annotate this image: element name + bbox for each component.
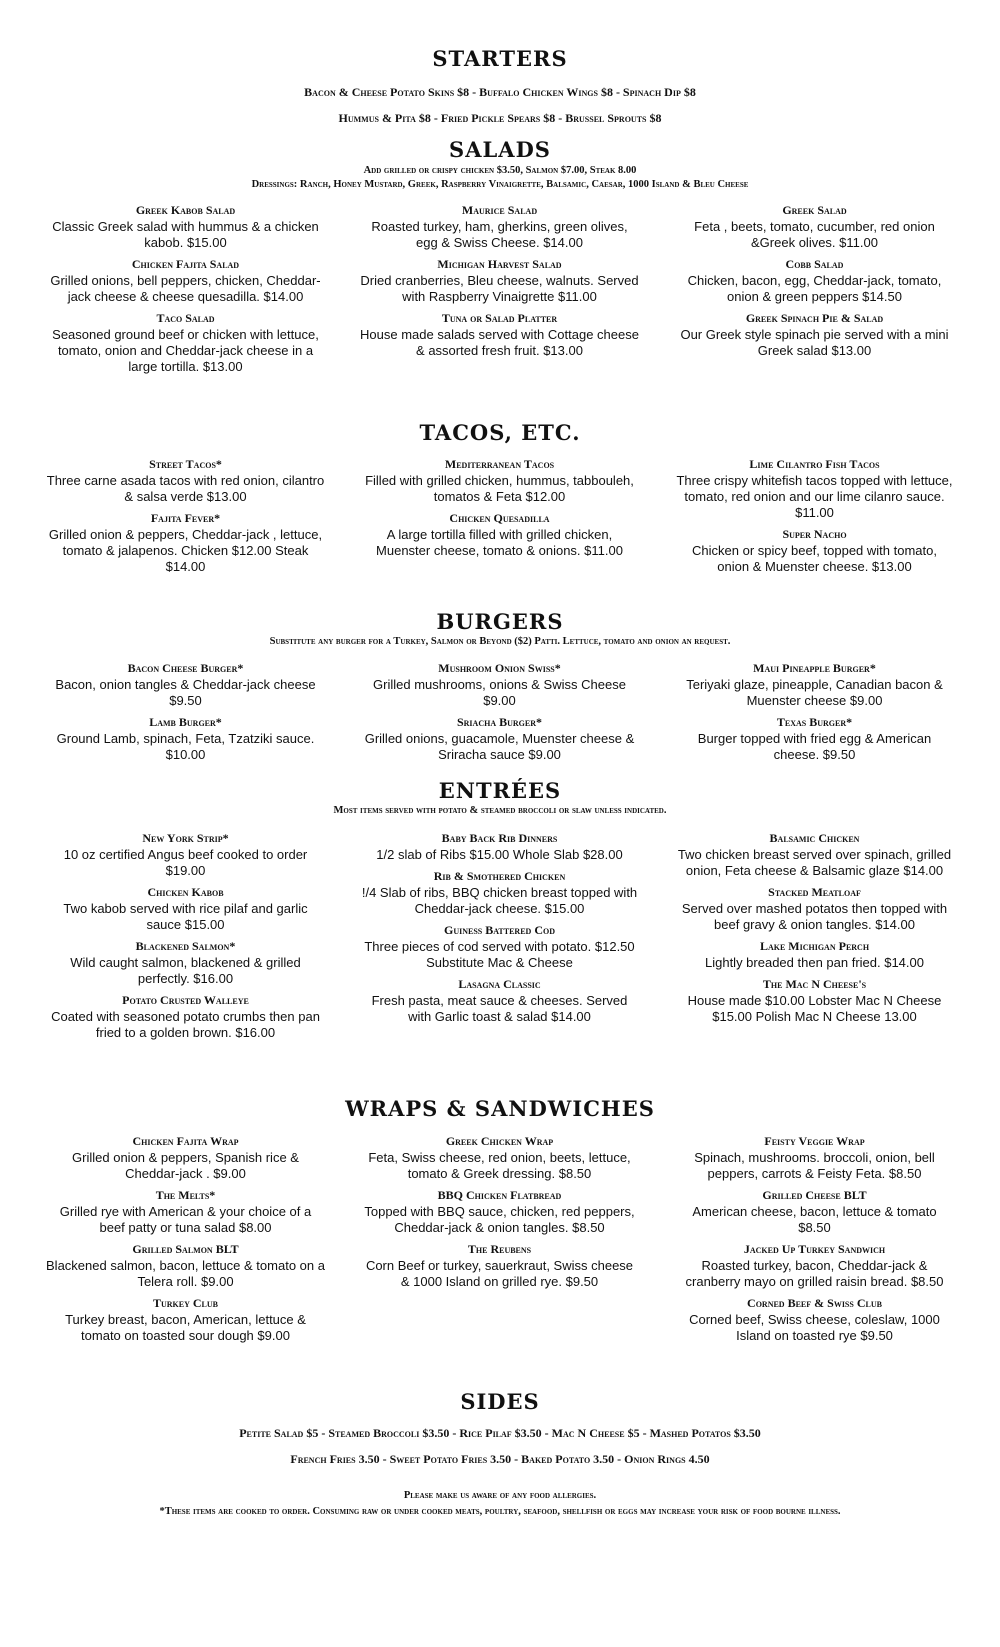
menu-item (38, 203, 333, 251)
menu-item-name: Grilled Salmon BLT (132, 1242, 239, 1256)
menu-item-name: Turkey Club (152, 1296, 218, 1310)
menu-item (667, 885, 962, 933)
menu-item-description: Bacon, onion tangles & Cheddar-jack cheese $9.50 (55, 677, 316, 708)
menu-item-description: Corned beef, Swiss cheese, coleslaw, 1000 Island on toasted rye $9.50 (689, 1312, 940, 1343)
wraps-title: WRAPS & SANDWICHES (345, 1096, 655, 1121)
menu-item-description: Blackened salmon, bacon, lettuce & tomato on a Telera roll. $9.00 (46, 1258, 325, 1289)
menu-item-name: Texas Burger* (776, 715, 853, 729)
menu-item (352, 1134, 647, 1182)
menu-item (352, 257, 647, 305)
menu-item-name: Grilled Cheese BLT (762, 1188, 867, 1202)
tacos-title: TACOS, ETC. (419, 420, 581, 445)
salads-column-3 (667, 203, 962, 365)
menu-item-name: Sriacha Burger* (456, 715, 542, 729)
menu-item-description: Turkey breast, bacon, American, lettuce & tomato on toasted sour dough $9.00 (65, 1312, 306, 1343)
menu-item-name: Baby Back Rib Dinners (441, 831, 558, 845)
menu-item-description: Served over mashed potatos then topped with beef gravy & onion tangles. $14.00 (681, 901, 948, 932)
menu-item (352, 311, 647, 359)
menu-item (352, 1242, 647, 1290)
menu-item (352, 1188, 647, 1236)
menu-item-description: Ground Lamb, spinach, Feta, Tzatziki sauce. $10.00 (56, 731, 315, 762)
menu-item-description: Feta , beets, tomato, cucumber, red onion &Greek olives. $11.00 (694, 219, 935, 250)
menu-item-description: Grilled rye with American & your choice of a beef patty or tuna salad $8.00 (59, 1204, 312, 1235)
menu-item (667, 1296, 962, 1344)
menu-item (38, 993, 333, 1041)
menu-item (352, 203, 647, 251)
menu-item-name: Tuna or Salad Platter (441, 311, 558, 325)
menu-item-name: BBQ Chicken Flatbread (437, 1188, 562, 1202)
starters-title: STARTERS (432, 46, 568, 71)
menu-item-description: Roasted turkey, bacon, Cheddar-jack & cranberry mayo on grilled raisin bread. $8.50 (685, 1258, 944, 1289)
tacos-column-2 (352, 457, 647, 565)
menu-item-description: Seasoned ground beef or chicken with lettuce, tomato, onion and Cheddar-jack cheese in a large tortilla. $13.00 (52, 327, 319, 374)
menu-item-name: Jacked Up Turkey Sandwich (743, 1242, 886, 1256)
menu-item-name: Street Tacos* (149, 457, 222, 471)
wraps-column-1 (38, 1134, 333, 1350)
sides-line-2: French Fries 3.50 - Sweet Potato Fries 3.50 - Baked Potato 3.50 - Onion Rings 4.50 (290, 1452, 710, 1466)
menu-item (667, 661, 962, 709)
menu-item-name: Guiness Battered Cod (444, 923, 555, 937)
menu-item-name: Chicken Quesadilla (449, 511, 550, 525)
menu-item-name: Greek Chicken Wrap (445, 1134, 554, 1148)
menu-item-name: Fajita Fever* (150, 511, 221, 525)
menu-item (38, 1296, 333, 1344)
menu-item (38, 1134, 333, 1182)
menu-item-description: Spinach, mushrooms. broccoli, onion, bell peppers, carrots & Feisty Feta. $8.50 (694, 1150, 935, 1181)
menu-item-description: Chicken or spicy beef, topped with tomato, onion & Muenster cheese. $13.00 (692, 543, 937, 574)
menu-item (38, 1188, 333, 1236)
entrees-title: ENTRÉES (438, 778, 562, 803)
starters-line-2: Hummus & Pita $8 - Fried Pickle Spears $8 - Brussel Sprouts $8 (338, 111, 662, 125)
menu-item-name: Chicken Fajita Wrap (132, 1134, 239, 1148)
menu-item-name: New York Strip* (142, 831, 229, 845)
entrees-column-1 (38, 831, 333, 1047)
menu-item (38, 511, 333, 575)
menu-item-name: Lime Cilantro Fish Tacos (749, 457, 880, 471)
menu-item-name: The Reubens (467, 1242, 532, 1256)
menu-item-description: Chicken, bacon, egg, Cheddar-jack, tomato, onion & green peppers $14.50 (687, 273, 942, 304)
menu-item-description: Corn Beef or turkey, sauerkraut, Swiss cheese & 1000 Island on grilled rye. $9.50 (365, 1258, 634, 1289)
menu-item (667, 457, 962, 521)
menu-item (667, 831, 962, 879)
menu-item (667, 527, 962, 575)
menu-item-description: Three carne asada tacos with red onion, cilantro & salsa verde $13.00 (46, 473, 325, 504)
menu-item-description: Two chicken breast served over spinach, grilled onion, Feta cheese & Balsamic glaze $14.00 (677, 847, 952, 878)
menu-item-description: Coated with seasoned potato crumbs then pan fried to a golden brown. $16.00 (51, 1009, 320, 1040)
menu-item-description: Topped with BBQ sauce, chicken, red peppers, Cheddar-jack & onion tangles. $8.50 (364, 1204, 635, 1235)
menu-item-description: Grilled onion & peppers, Cheddar-jack , lettuce, tomato & jalapenos. Chicken $12.00 Steak $14.00 (48, 527, 323, 574)
menu-item (38, 939, 333, 987)
menu-item-description: Burger topped with fried egg & American cheese. $9.50 (697, 731, 932, 762)
entrees-column-3 (667, 831, 962, 1031)
salads-title: SALADS (449, 137, 551, 162)
menu-item-description: Dried cranberries, Bleu cheese, walnuts. Served with Raspberry Vinaigrette $11.00 (360, 273, 639, 304)
sides-title: SIDES (460, 1389, 540, 1414)
menu-item-name: Rib & Smothered Chicken (433, 869, 566, 883)
menu-item-name: Super Nacho (782, 527, 847, 541)
salads-column-1 (38, 203, 333, 381)
menu-item-name: The Melts* (155, 1188, 216, 1202)
menu-item-description: Classic Greek salad with hummus & a chicken kabob. $15.00 (52, 219, 319, 250)
menu-item (352, 661, 647, 709)
menu-item (667, 715, 962, 763)
menu-item (352, 869, 647, 917)
burgers-note: Substitute any burger for a Turkey, Salmon or Beyond ($2) Patti. Lettuce, tomato and onion an request. (269, 636, 731, 647)
menu-item-name: The Mac N Cheese's (762, 977, 867, 991)
menu-item-name: Potato Crusted Walleye (122, 993, 249, 1007)
tacos-column-1 (38, 457, 333, 581)
salads-dressings-note: Dressings: Ranch, Honey Mustard, Greek, Raspberry Vinaigrette, Balsamic, Caesar, 1000 Island & Bleu Cheese (251, 179, 749, 190)
starters-line-1: Bacon & Cheese Potato Skins $8 - Buffalo Chicken Wings $8 - Spinach Dip $8 (304, 85, 696, 99)
menu-item (38, 831, 333, 879)
menu-item (38, 661, 333, 709)
menu-item (667, 311, 962, 359)
menu-item-description: Fresh pasta, meat sauce & cheeses. Served with Garlic toast & salad $14.00 (371, 993, 628, 1024)
menu-item-name: Mediterranean Tacos (444, 457, 555, 471)
menu-item-description: Our Greek style spinach pie served with a mini Greek salad $13.00 (680, 327, 949, 358)
menu-item-description: Grilled onion & peppers, Spanish rice & Cheddar-jack . $9.00 (72, 1150, 299, 1181)
menu-item (667, 977, 962, 1025)
menu-item (667, 1188, 962, 1236)
tacos-column-3 (667, 457, 962, 581)
menu-item-description: 1/2 slab of Ribs $15.00 Whole Slab $28.00 (376, 847, 623, 862)
menu-item-name: Bacon Cheese Burger* (127, 661, 244, 675)
menu-item-description: Roasted turkey, ham, gherkins, green olives, egg & Swiss Cheese. $14.00 (371, 219, 628, 250)
menu-item-description: Two kabob served with rice pilaf and garlic sauce $15.00 (63, 901, 308, 932)
menu-item-name: Taco Salad (156, 311, 215, 325)
menu-item-description: Lightly breaded then pan fried. $14.00 (704, 955, 924, 970)
menu-item-name: Chicken Fajita Salad (131, 257, 240, 271)
entrees-note: Most items served with potato & steamed broccoli or slaw unless indicated. (333, 805, 667, 816)
menu-item (667, 257, 962, 305)
raw-food-warning: *These items are cooked to order. Consuming raw or under cooked meats, poultry, seafood, shellfish or eggs may increase your risk of food bourne illness. (159, 1506, 841, 1517)
menu-item-description: Filled with grilled chicken, hummus, tabbouleh, tomatos & Feta $12.00 (365, 473, 634, 504)
menu-item-description: 10 oz certified Angus beef cooked to order $19.00 (63, 847, 308, 878)
menu-item-name: Chicken Kabob (147, 885, 224, 899)
menu-item (352, 977, 647, 1025)
menu-item (38, 715, 333, 763)
menu-item (352, 923, 647, 971)
menu-item (667, 1134, 962, 1182)
menu-item-name: Corned Beef & Swiss Club (747, 1296, 882, 1310)
menu-item-name: Michigan Harvest Salad (437, 257, 562, 271)
menu-item (38, 311, 333, 375)
burgers-column-1 (38, 661, 333, 769)
menu-item-name: Mushroom Onion Swiss* (438, 661, 561, 675)
menu-item-description: !/4 Slab of ribs, BBQ chicken breast topped with Cheddar-jack cheese. $15.00 (361, 885, 638, 916)
menu-item-description: Grilled onions, guacamole, Muenster cheese & Sriracha sauce $9.00 (364, 731, 635, 762)
menu-item-name: Greek Kabob Salad (135, 203, 236, 217)
menu-item-name: Lake Michigan Perch (759, 939, 870, 953)
menu-item (38, 885, 333, 933)
menu-item-name: Blackened Salmon* (135, 939, 236, 953)
burgers-column-3 (667, 661, 962, 769)
menu-item (352, 457, 647, 505)
menu-item-description: American cheese, bacon, lettuce & tomato $8.50 (692, 1204, 937, 1235)
allergy-note: Please make us aware of any food allergies. (403, 1490, 597, 1501)
menu-item-description: House made $10.00 Lobster Mac N Cheese $15.00 Polish Mac N Cheese 13.00 (687, 993, 942, 1024)
menu-item-description: Feta, Swiss cheese, red onion, beets, lettuce, tomato & Greek dressing. $8.50 (368, 1150, 631, 1181)
menu-item (667, 939, 962, 971)
salads-add-note: Add grilled or crispy chicken $3.50, Salmon $7.00, Steak 8.00 (363, 165, 637, 176)
menu-item-description: Three pieces of cod served with potato. $12.50 Substitute Mac & Cheese (364, 939, 635, 970)
menu-item-description: Teriyaki glaze, pineapple, Canadian bacon & Muenster cheese $9.00 (686, 677, 943, 708)
menu-item-name: Maui Pineapple Burger* (753, 661, 876, 675)
menu-item (38, 257, 333, 305)
menu-item-description: Grilled mushrooms, onions & Swiss Cheese $9.00 (373, 677, 626, 708)
menu-item (667, 1242, 962, 1290)
menu-item-description: House made salads served with Cottage cheese & assorted fresh fruit. $13.00 (360, 327, 639, 358)
menu-item-description: Grilled onions, bell peppers, chicken, Cheddar-jack cheese & cheese quesadilla. $14.00 (50, 273, 321, 304)
menu-item-name: Stacked Meatloaf (768, 885, 861, 899)
menu-item-name: Cobb Salad (785, 257, 844, 271)
menu-item-name: Lamb Burger* (149, 715, 222, 729)
menu-item-name: Balsamic Chicken (769, 831, 860, 845)
menu-item (667, 203, 962, 251)
menu-item-name: Greek Spinach Pie & Salad (745, 311, 884, 325)
sides-line-1: Petite Salad $5 - Steamed Broccoli $3.50 - Rice Pilaf $3.50 - Mac N Cheese $5 - Mashed Potatos $3.50 (239, 1426, 761, 1440)
menu-item-name: Greek Salad (782, 203, 847, 217)
salads-column-2 (352, 203, 647, 365)
burgers-title: BURGERS (436, 609, 564, 634)
menu-item-description: A large tortilla filled with grilled chicken, Muenster cheese, tomato & onions. $11.00 (376, 527, 623, 558)
menu-item-name: Maurice Salad (461, 203, 538, 217)
entrees-column-2 (352, 831, 647, 1031)
menu-item-description: Three crispy whitefish tacos topped with lettuce, tomato, red onion and our lime cilanro sauce. $11.00 (676, 473, 953, 520)
wraps-column-3 (667, 1134, 962, 1350)
menu-item-description: Wild caught salmon, blackened & grilled perfectly. $16.00 (70, 955, 301, 986)
menu-item (352, 715, 647, 763)
menu-item (38, 1242, 333, 1290)
menu-item-name: Feisty Veggie Wrap (764, 1134, 865, 1148)
menu-item (38, 457, 333, 505)
menu-item-name: Lasagna Classic (458, 977, 541, 991)
menu-item (352, 831, 647, 863)
wraps-column-2 (352, 1134, 647, 1296)
menu-item (352, 511, 647, 559)
burgers-column-2 (352, 661, 647, 769)
